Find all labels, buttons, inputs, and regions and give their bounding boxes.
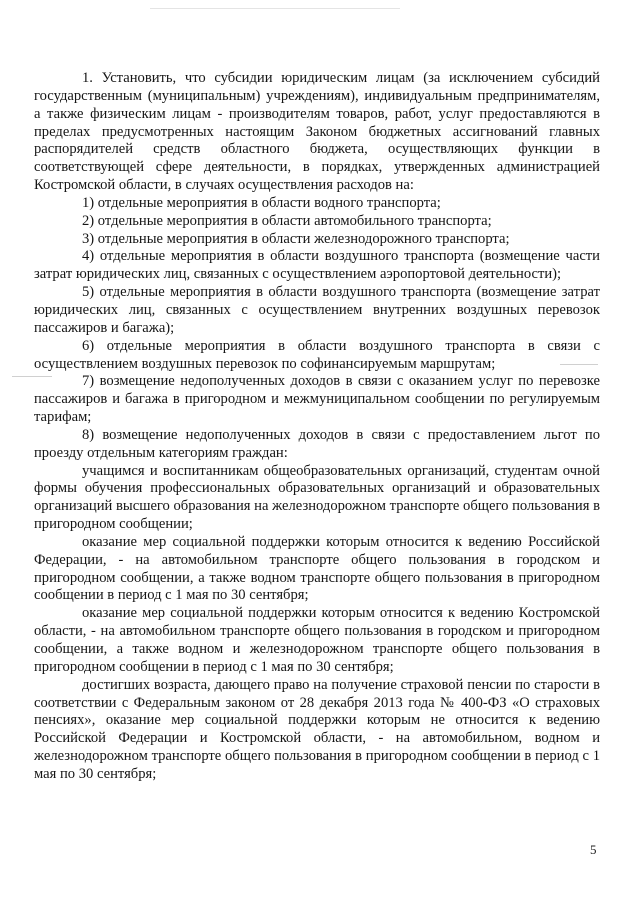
list-item-3: 3) отдельные мероприятия в области железнодорожного транспорта; bbox=[82, 230, 510, 247]
list-item-1: 1) отдельные мероприятия в области водного транспорта; bbox=[82, 194, 441, 211]
scan-top-edge bbox=[150, 8, 400, 9]
document-body bbox=[34, 70, 600, 784]
list-item-4: 4) отдельные мероприятия в области воздушного транспорта (возмещение части затрат юридических лиц, связанных с осуществлением аэропортовой деятельности); bbox=[34, 248, 600, 283]
beneficiary-regional: оказание мер социальной поддержки которым относится к ведению Костромской области, - на автомобильном транспорте общего пользования в городском и пригородном сообщении, а также водном и железнодорожном транспорте общего пользования в пригородном сообщении в период с 1 мая по 30 сентября; bbox=[34, 605, 600, 675]
list-item-2: 2) отдельные мероприятия в области автомобильного транспорта; bbox=[82, 212, 492, 229]
paragraph-1: 1. Установить, что субсидии юридическим лицам (за исключением субсидий государственным (муниципальным) учреждениям), индивидуальным предпринимателям, а также физическим лицам - производителям товаров, работ, услуг предоставляются в пределах предусмотренных настоящим Законом бюджетных ассигнований главных распорядителей средств областного бюджета, осуществляющих функции в соответствующей сфере деятельности, в порядках, утвержденных администрацией Костромской области, в случаях осуществления расходов на: bbox=[34, 70, 600, 194]
beneficiary-pension-age: достигших возраста, дающего право на получение страховой пенсии по старости в соответствии с Федеральным законом от 28 декабря 2013 года № 400-ФЗ «О страховых пенсиях», оказание мер социальной поддержки которым не относится к ведению Российской Федерации и Костромской области, - на автомобильном, водном и железнодорожном транспорте общего пользования в пригородном сообщении в период с 1 мая по 30 сентября; bbox=[34, 676, 600, 782]
list-item-5: 5) отдельные мероприятия в области воздушного транспорта (возмещение затрат юридических лиц, связанных с осуществлением внутренних воздушных перевозок пассажиров и багажа); bbox=[34, 284, 600, 336]
list-item-8: 8) возмещение недополученных доходов в связи с предоставлением льгот по проезду отдельным категориям граждан: bbox=[34, 426, 600, 461]
list-item-7: 7) возмещение недополученных доходов в связи с оказанием услуг по перевозке пассажиров и багажа в пригородном и межмуниципальном сообщении по регулируемым тарифам; bbox=[34, 373, 600, 426]
beneficiary-federal: оказание мер социальной поддержки которым относится к ведению Российской Федерации, - на автомобильном транспорте общего пользования в городском и пригородном сообщении, а также водном транспорте общего пользования в пригородном сообщении в период с 1 мая по 30 сентября; bbox=[34, 533, 600, 604]
beneficiary-students: учащимся и воспитанникам общеобразовательных организаций, студентам очной формы обучения профессиональных образовательных организаций и образовательных организаций высшего образования на железнодорожном транспорте общего пользования в пригородном сообщении; bbox=[34, 462, 600, 533]
list-item-6: 6) отдельные мероприятия в области воздушного транспорта в связи с осуществлением воздушных перевозок по софинансируемым маршрутам; bbox=[34, 337, 600, 372]
page-number: 5 bbox=[590, 842, 597, 857]
